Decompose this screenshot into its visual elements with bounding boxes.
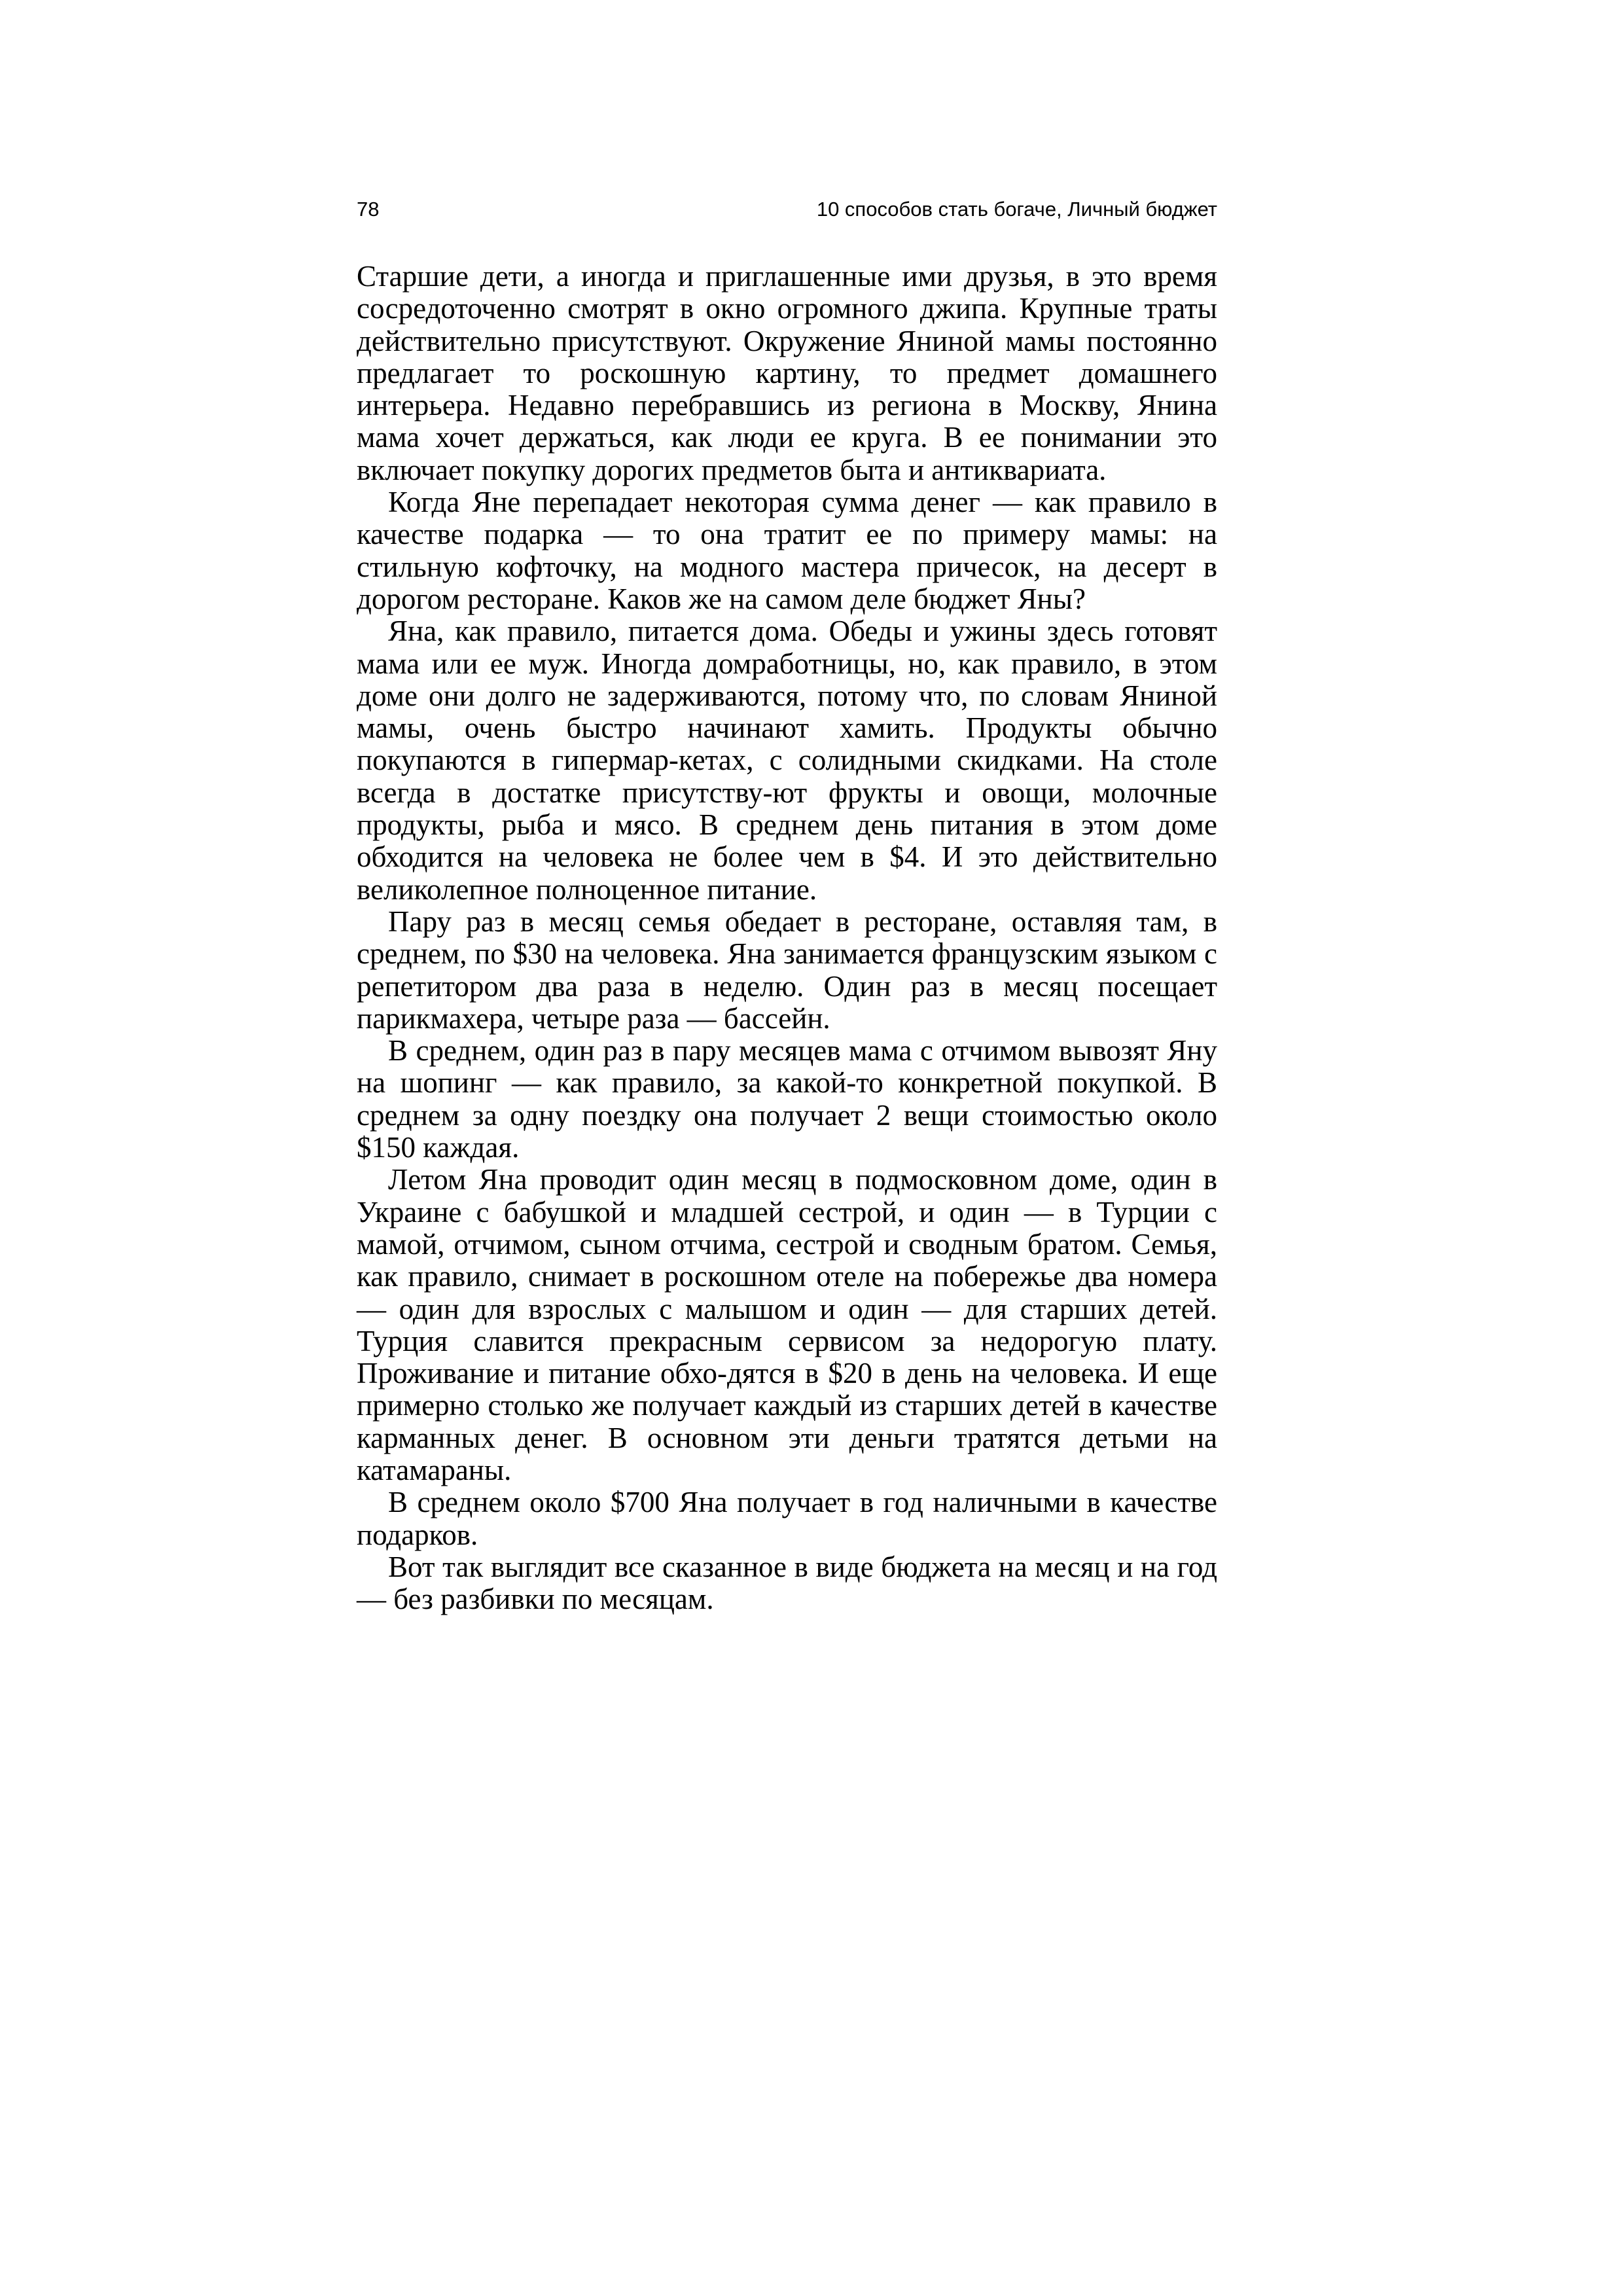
- paragraph: Вот так выглядит все сказанное в виде бюджета на месяц и на год — без разбивки по месяцам.: [357, 1550, 1217, 1616]
- body-text: [357, 260, 1217, 1615]
- paragraph: Когда Яне перепадает некоторая сумма денег — как правило в качестве подарка — то она тратит ее по примеру мамы: на стильную кофточку, на модного мастера причесок, на десерт в дорогом ресторане. Каков же на самом деле бюджет Яны?: [357, 486, 1217, 615]
- paragraph: В среднем, один раз в пару месяцев мама с отчимом вывозят Яну на шопинг — как правило, за какой-то конкретной покупкой. В среднем за одну поездку она получает 2 вещи стоимостью около $150 каждая.: [357, 1034, 1217, 1164]
- paragraph: Пару раз в месяц семья обедает в ресторане, оставляя там, в среднем, по $30 на человека. Яна занимается французским языком с репетитором два раза в неделю. Один раз в месяц посещает парикмахера, четыре раза — бассейн.: [357, 905, 1217, 1035]
- running-title: 10 способов стать богаче, Личный бюджет: [816, 198, 1217, 221]
- paragraph: Летом Яна проводит один месяц в подмосковном доме, один в Украине с бабушкой и младшей сестрой, и один — в Турции с мамой, отчимом, сыном отчима, сестрой и сводным братом. Семья, как правило, снимает в роскошном отеле на побережье два номера — один для взрослых с малышом и один — для старших детей. Турция славится прекрасным сервисом за недорогую плату. Проживание и питание обхо-дятся в $20 в день на человека. И еще примерно столько же получает каждый из старших детей в качестве карманных денег. В основном эти деньги тратятся детьми на катамараны.: [357, 1163, 1217, 1486]
- page-header: [357, 195, 1217, 224]
- paragraph: Старшие дети, а иногда и приглашенные ими друзья, в это время сосредоточенно смотрят в окно огромного джипа. Крупные траты действительно присутствуют. Окружение Яниной мамы постоянно предлагает то роскошную картину, то предмет домашнего интерьера. Недавно перебравшись из региона в Москву, Янина мама хочет держаться, как люди ее круга. В ее понимании это включает покупку дорогих предметов быта и антиквариата.: [357, 260, 1217, 486]
- paragraph: Яна, как правило, питается дома. Обеды и ужины здесь готовят мама или ее муж. Иногда домработницы, но, как правило, в этом доме они долго не задерживаются, потому что, по словам Яниной мамы, очень быстро начинают хамить. Продукты обычно покупаются в гипермар-кетах, с солидными скидками. На столе всегда в достатке присутству-ют фрукты и овощи, молочные продукты, рыба и мясо. В среднем день питания в этом доме обходится на человека не более чем в $4. И это действительно великолепное полноценное питание.: [357, 615, 1217, 906]
- paragraph: В среднем около $700 Яна получает в год наличными в качестве подарков.: [357, 1486, 1217, 1551]
- page-number: 78: [357, 198, 380, 221]
